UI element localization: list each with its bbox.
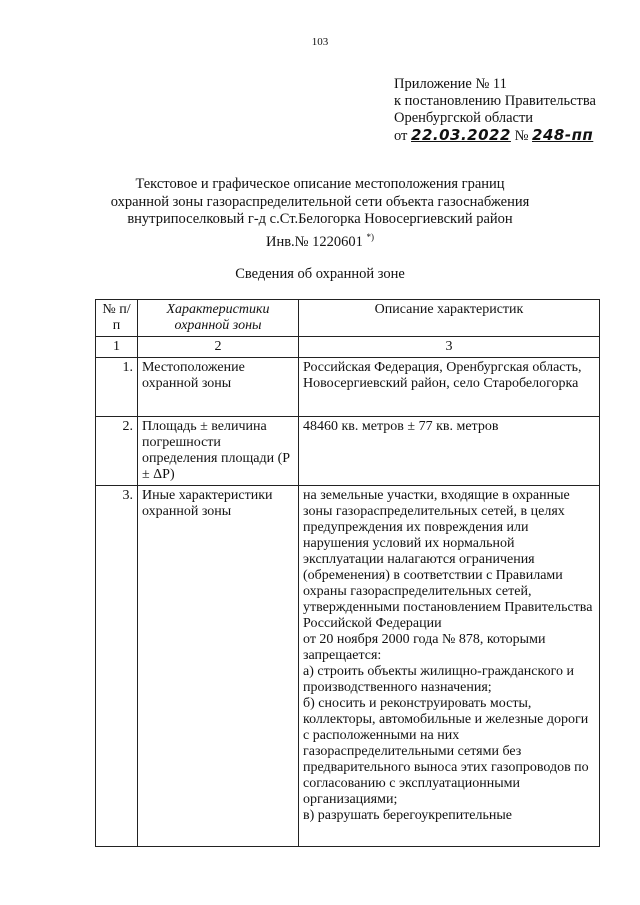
zone-info-table xyxy=(95,299,600,847)
footnote-mark: *) xyxy=(366,231,375,242)
table-row xyxy=(96,417,600,486)
row-description: Российская Федерация, Оренбургская область, Новосергиевский район, село Старобелогорка xyxy=(299,358,600,417)
header-characteristics: Характеристики охранной зоны xyxy=(138,300,299,337)
from-label: от xyxy=(394,128,408,144)
document-title xyxy=(0,176,640,251)
restriction-item-a: а) строить объекты жилищно-гражданского и производственного назначения; xyxy=(303,664,574,695)
appendix-line-1: Приложение № 11 xyxy=(394,76,507,92)
row-characteristic: Площадь ± величина погрешности определения площади (P ± ΔP) xyxy=(138,417,299,486)
title-line-4 xyxy=(0,229,640,251)
column-number: 3 xyxy=(299,337,600,358)
row-description: 48460 кв. метров ± 77 кв. метров xyxy=(299,417,600,486)
table-row xyxy=(96,358,600,417)
section-subtitle: Сведения об охранной зоне xyxy=(235,266,405,282)
restrictions-intro: на земельные участки, входящие в охранные зоны газораспределительных сетей, в целях предупреждения их повреждения или нарушения условий их нормальной эксплуатации налагаются ограничения (обременения) в соответствии с Правилами охраны газораспределительных сетей, утвержденными постановлением Правительства Российской Федерации xyxy=(303,488,593,631)
title-line-3: внутрипоселковый г-д с.Ст.Белогорка Новосергиевский район xyxy=(127,211,513,227)
handwritten-date: 22.03.2022 xyxy=(411,126,511,144)
appendix-line-2: к постановлению Правительства xyxy=(394,93,596,109)
row-number: 2. xyxy=(96,417,138,486)
handwritten-number: 248-пп xyxy=(532,126,594,144)
header-description: Описание характеристик xyxy=(299,300,600,337)
restrictions-intro-cont: от 20 ноября 2000 года № 878, которыми запрещается: xyxy=(303,632,546,663)
row-number: 3. xyxy=(96,486,138,847)
restriction-item-b: б) сносить и реконструировать мосты, коллекторы, автомобильные и железные дороги с расположенными на них газораспределительными сетями без предварительного выноса этих газопроводов по согласованию с эксплуатационными организациями; xyxy=(303,696,589,807)
number-label: № xyxy=(514,128,529,144)
row-characteristic: Местоположение охранной зоны xyxy=(138,358,299,417)
appendix-line-3: Оренбургской области xyxy=(394,110,534,126)
header-num: № п/п xyxy=(96,300,138,337)
appendix-block xyxy=(394,76,596,145)
appendix-date-line xyxy=(394,127,596,145)
title-line-2: охранной зоны газораспределительной сети объекта газоснабжения xyxy=(110,193,530,210)
row-description xyxy=(299,486,600,847)
title-line-1: Текстовое и графическое описание местоположения границ xyxy=(135,176,505,192)
column-number-row xyxy=(96,337,600,358)
inventory-number: Инв.№ 1220601 xyxy=(265,233,363,250)
row-number: 1. xyxy=(96,358,138,417)
column-number: 1 xyxy=(96,337,138,358)
table-row xyxy=(96,486,600,847)
table-header-row xyxy=(96,300,600,337)
column-number: 2 xyxy=(138,337,299,358)
page-number: 103 xyxy=(311,36,329,48)
restriction-item-c: в) разрушать берегоукрепительные xyxy=(303,808,513,823)
row-characteristic: Иные характеристики охранной зоны xyxy=(138,486,299,847)
